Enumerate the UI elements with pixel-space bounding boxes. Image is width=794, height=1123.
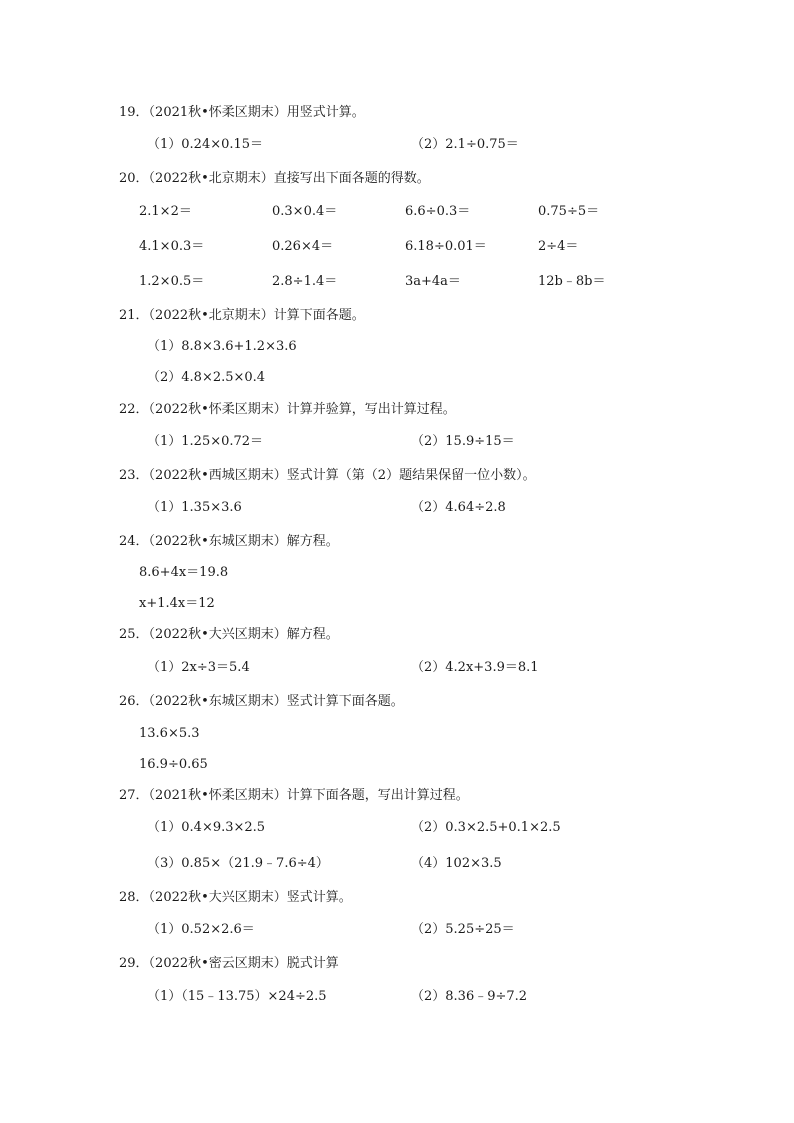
question-19-title: 19．（2021秋•怀柔区期末）用竖式计算。 [119,105,365,120]
question-22-item-2: （2）15.9÷15＝ [411,434,515,449]
question-20-cell: 3a+4a＝ [405,274,461,289]
question-27-item-4: （4）102×3.5 [411,856,502,871]
question-20-cell: 4.1×0.3＝ [139,239,205,254]
question-26-item-2: 16.9÷0.65 [139,757,208,772]
question-22-title: 22．（2022秋•怀柔区期末）计算并验算，写出计算过程。 [119,402,456,417]
question-20-cell: 12b﹣8b＝ [538,274,606,289]
question-20-cell: 6.18÷0.01＝ [405,239,487,254]
question-23-item-1: （1）1.35×3.6 [147,500,242,515]
question-20-cell: 2.1×2＝ [139,204,192,219]
question-27-item-2: （2）0.3×2.5+0.1×2.5 [411,820,561,835]
question-23-title: 23．（2022秋•西城区期末）竖式计算（第（2）题结果保留一位小数）。 [119,468,536,483]
question-29-item-1: （1）（15﹣13.75）×24÷2.5 [147,989,327,1004]
question-22-item-1: （1）1.25×0.72＝ [147,434,264,449]
question-23-item-2: （2）4.64÷2.8 [411,500,506,515]
question-29-title: 29．（2022秋•密云区期末）脱式计算 [119,956,339,971]
question-25-item-2: （2）4.2x+3.9＝8.1 [411,660,539,675]
question-19-item-2: （2）2.1÷0.75＝ [411,137,519,152]
question-27-item-1: （1）0.4×9.3×2.5 [147,820,266,835]
question-28-item-1: （1）0.52×2.6＝ [147,922,255,937]
question-21-title: 21．（2022秋•北京期末）计算下面各题。 [119,308,365,323]
question-27-item-3: （3）0.85×（21.9﹣7.6÷4） [147,856,329,871]
question-20-title: 20．（2022秋•北京期末）直接写出下面各题的得数。 [119,171,430,186]
question-20-cell: 2.8÷1.4＝ [272,274,338,289]
question-21-item-1: （1）8.8×3.6+1.2×3.6 [147,339,297,354]
question-20-cell: 0.75÷5＝ [538,204,600,219]
question-24-item-1: 8.6+4x＝19.8 [139,565,229,580]
question-24-title: 24．（2022秋•东城区期末）解方程。 [119,534,339,549]
question-25-item-1: （1）2x÷3＝5.4 [147,660,250,675]
question-21-item-2: （2）4.8×2.5×0.4 [147,370,266,385]
question-20-cell: 6.6÷0.3＝ [405,204,471,219]
question-24-item-2: x+1.4x＝12 [139,596,215,611]
question-19-item-1: （1）0.24×0.15＝ [147,137,264,152]
question-28-title: 28．（2022秋•大兴区期末）竖式计算。 [119,890,352,905]
question-29-item-2: （2）8.36﹣9÷7.2 [411,989,528,1004]
question-20-cell: 0.3×0.4＝ [272,204,338,219]
question-20-cell: 1.2×0.5＝ [139,274,205,289]
question-28-item-2: （2）5.25÷25＝ [411,922,515,937]
question-27-title: 27．（2021秋•怀柔区期末）计算下面各题，写出计算过程。 [119,788,469,803]
question-25-title: 25．（2022秋•大兴区期末）解方程。 [119,627,339,642]
question-26-item-1: 13.6×5.3 [139,726,200,741]
question-20-cell: 0.26×4＝ [272,239,334,254]
question-20-cell: 2÷4＝ [538,239,579,254]
question-26-title: 26．（2022秋•东城区期末）竖式计算下面各题。 [119,694,404,709]
